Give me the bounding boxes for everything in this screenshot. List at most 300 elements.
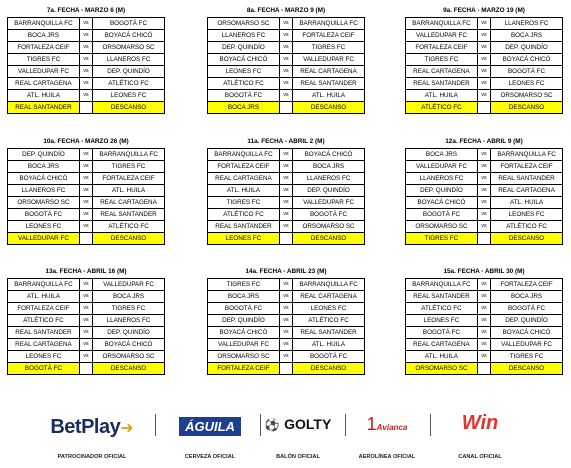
fecha-block	[405, 266, 563, 375]
home-team: REAL CARTAGENA	[8, 339, 80, 351]
fecha-title: 11a. FECHA - ABRIL 2 (M)	[247, 138, 325, 145]
away-team: VALLEDUPAR FC	[93, 279, 165, 291]
away-team: DEP. QUINDÍO	[93, 66, 165, 78]
away-team: FORTALEZA CEIF	[93, 173, 165, 185]
vs-label: vs	[279, 279, 292, 291]
vs-label: vs	[79, 66, 92, 78]
home-team: ATL. HUILA	[406, 90, 478, 102]
vs-label: vs	[279, 173, 292, 185]
fecha-title: 10a. FECHA - MARZO 26 (M)	[43, 138, 129, 145]
match-row	[8, 30, 165, 42]
home-team: BOGOTÁ FC	[8, 363, 80, 375]
away-team: ATLÉTICO FC	[293, 315, 365, 327]
vs-label: vs	[79, 161, 92, 173]
match-row	[406, 351, 563, 363]
home-team: ORSOMARSO SC	[208, 18, 280, 30]
away-team: ORSOMARSO SC	[93, 351, 165, 363]
vs-label: vs	[477, 339, 490, 351]
home-team: BOYACÁ CHICÓ	[208, 54, 280, 66]
match-row	[8, 315, 165, 327]
fixture-table	[207, 17, 365, 114]
away-team: LEONES FC	[491, 209, 563, 221]
home-team: BOCA JRS	[208, 102, 280, 114]
match-row	[208, 197, 365, 209]
vs-label: vs	[279, 197, 292, 209]
match-row	[8, 279, 165, 291]
sponsor-caption: CERVEZA OFICIAL	[184, 454, 236, 460]
away-team: DESCANSO	[93, 102, 165, 114]
home-team: BARRANQUILLA FC	[8, 18, 80, 30]
away-team: DESCANSO	[293, 363, 365, 375]
away-team: DESCANSO	[293, 102, 365, 114]
vs-label: vs	[477, 149, 490, 161]
away-team: LEONES FC	[293, 303, 365, 315]
match-row	[208, 149, 365, 161]
home-team: REAL CARTAGENA	[8, 78, 80, 90]
match-row	[8, 291, 165, 303]
away-team: REAL CARTAGENA	[93, 197, 165, 209]
match-row	[8, 327, 165, 339]
fixture-table	[7, 148, 165, 245]
away-team: ATLÉTICO FC	[93, 78, 165, 90]
vs-label: vs	[279, 327, 292, 339]
away-team: BOCA JRS	[93, 291, 165, 303]
vs-label: vs	[477, 54, 490, 66]
vs-label: vs	[477, 221, 490, 233]
home-team: ATL. HUILA	[8, 90, 80, 102]
fixture-table	[207, 278, 365, 375]
sponsors-bar	[0, 400, 571, 468]
vs-label: vs	[279, 54, 292, 66]
vs-label: vs	[79, 18, 92, 30]
match-row	[8, 18, 165, 30]
match-row	[8, 54, 165, 66]
home-team: DEP. QUINDÍO	[208, 315, 280, 327]
match-row	[406, 279, 563, 291]
away-team: BOYACÁ CHICÓ	[93, 30, 165, 42]
home-team: LEONES FC	[8, 351, 80, 363]
away-team: DEP. QUINDÍO	[491, 42, 563, 54]
vs-label	[279, 102, 292, 114]
away-team: VALLEDUPAR FC	[491, 339, 563, 351]
match-row	[8, 185, 165, 197]
match-row	[208, 66, 365, 78]
match-row	[406, 18, 563, 30]
match-row	[208, 30, 365, 42]
vs-label: vs	[477, 279, 490, 291]
avianca-logo: 1Avianca	[366, 414, 408, 434]
match-row	[406, 327, 563, 339]
match-row	[406, 303, 563, 315]
vs-label: vs	[477, 161, 490, 173]
home-team: ATL. HUILA	[8, 291, 80, 303]
home-team: ATLÉTICO FC	[208, 209, 280, 221]
vs-label: vs	[477, 30, 490, 42]
home-team: BOYACÁ CHICÓ	[406, 197, 478, 209]
home-team: REAL SANTANDER	[406, 78, 478, 90]
vs-label: vs	[279, 351, 292, 363]
fecha-title: 15a. FECHA - ABRIL 30 (M)	[443, 268, 525, 275]
sponsor-caption: PATROCINADOR OFICIAL	[57, 454, 127, 460]
home-team: REAL SANTANDER	[406, 291, 478, 303]
away-team: BOCA JRS	[293, 161, 365, 173]
home-team: BOCA JRS	[8, 161, 80, 173]
match-row	[208, 54, 365, 66]
vs-label: vs	[79, 315, 92, 327]
fecha-block	[7, 136, 165, 245]
vs-label: vs	[279, 42, 292, 54]
home-team: LEONES FC	[208, 66, 280, 78]
fecha-title: 12a. FECHA - ABRIL 9 (M)	[445, 138, 523, 145]
vs-label: vs	[79, 351, 92, 363]
home-team: BOGOTÁ FC	[8, 209, 80, 221]
fixture-table	[7, 278, 165, 375]
betplay-logo: BetPlay➜	[50, 416, 134, 438]
vs-label: vs	[477, 173, 490, 185]
home-team: DEP. QUINDÍO	[8, 149, 80, 161]
away-team: DESCANSO	[491, 233, 563, 245]
match-row	[8, 90, 165, 102]
away-team: VALLEDUPAR FC	[293, 54, 365, 66]
match-row	[8, 173, 165, 185]
match-row	[208, 221, 365, 233]
home-team: FORTALEZA CEIF	[406, 42, 478, 54]
away-team: ATL. HUILA	[293, 90, 365, 102]
fecha-title: 9a. FECHA - MARZO 19 (M)	[443, 7, 525, 14]
vs-label	[279, 233, 292, 245]
vs-label: vs	[477, 78, 490, 90]
vs-label: vs	[79, 90, 92, 102]
match-row	[208, 303, 365, 315]
away-team: DEP. QUINDÍO	[93, 327, 165, 339]
away-team: VALLEDUPAR FC	[293, 197, 365, 209]
fecha-title: 13a. FECHA - ABRIL 16 (M)	[45, 268, 127, 275]
home-team: REAL CARTAGENA	[406, 66, 478, 78]
vs-label	[79, 233, 92, 245]
bye-row	[208, 363, 365, 375]
vs-label: vs	[477, 303, 490, 315]
fixture-table	[405, 17, 563, 114]
away-team: BARRANQUILLA FC	[491, 149, 563, 161]
away-team: FORTALEZA CEIF	[491, 279, 563, 291]
home-team: LEONES FC	[8, 221, 80, 233]
vs-label: vs	[79, 327, 92, 339]
vs-label: vs	[79, 197, 92, 209]
away-team: ATL. HUILA	[93, 185, 165, 197]
vs-label	[79, 363, 92, 375]
home-team: BOGOTÁ FC	[406, 327, 478, 339]
away-team: DEP. QUINDÍO	[293, 185, 365, 197]
match-row	[8, 339, 165, 351]
vs-label: vs	[477, 185, 490, 197]
vs-label: vs	[279, 149, 292, 161]
match-row	[208, 42, 365, 54]
vs-label: vs	[477, 42, 490, 54]
fecha-block	[7, 5, 165, 114]
match-row	[208, 90, 365, 102]
away-team: BOGOTÁ FC	[491, 303, 563, 315]
fecha-block	[207, 5, 365, 114]
away-team: REAL SANTANDER	[293, 78, 365, 90]
vs-label: vs	[79, 30, 92, 42]
match-row	[208, 209, 365, 221]
vs-label: vs	[79, 279, 92, 291]
fecha-block	[207, 136, 365, 245]
home-team: ATL. HUILA	[208, 185, 280, 197]
vs-label: vs	[279, 18, 292, 30]
away-team: ORSOMARSO SC	[491, 90, 563, 102]
away-team: LLANEROS FC	[293, 173, 365, 185]
vs-label: vs	[79, 209, 92, 221]
match-row	[208, 78, 365, 90]
bye-row	[406, 363, 563, 375]
home-team: ATL. HUILA	[406, 351, 478, 363]
golty-logo: ⚽ GOLTY	[264, 416, 332, 432]
away-team: BOYACÁ CHICÓ	[93, 339, 165, 351]
match-row	[208, 291, 365, 303]
vs-label: vs	[79, 149, 92, 161]
home-team: FORTALEZA CEIF	[208, 363, 280, 375]
home-team: ORSOMARSO SC	[406, 221, 478, 233]
vs-label: vs	[477, 90, 490, 102]
home-team: LLANEROS FC	[208, 30, 280, 42]
vs-label: vs	[79, 78, 92, 90]
match-row	[406, 149, 563, 161]
vs-label: vs	[279, 291, 292, 303]
vs-label: vs	[477, 315, 490, 327]
away-team: DESCANSO	[293, 233, 365, 245]
vs-label: vs	[477, 351, 490, 363]
match-row	[208, 351, 365, 363]
vs-label: vs	[279, 221, 292, 233]
vs-label: vs	[79, 173, 92, 185]
vs-label: vs	[279, 90, 292, 102]
away-team: BOGOTÁ FC	[293, 351, 365, 363]
home-team: LEONES FC	[208, 233, 280, 245]
match-row	[406, 78, 563, 90]
bye-row	[406, 102, 563, 114]
home-team: TIGRES FC	[406, 233, 478, 245]
home-team: LLANEROS FC	[8, 185, 80, 197]
bye-row	[8, 363, 165, 375]
vs-label: vs	[279, 66, 292, 78]
match-row	[406, 42, 563, 54]
match-row	[208, 279, 365, 291]
home-team: ATLÉTICO FC	[208, 78, 280, 90]
vs-label: vs	[279, 339, 292, 351]
vs-label	[279, 363, 292, 375]
vs-label: vs	[79, 303, 92, 315]
vs-label: vs	[79, 185, 92, 197]
match-row	[406, 291, 563, 303]
vs-label: vs	[279, 303, 292, 315]
fecha-title: 8a. FECHA - MARZO 9 (M)	[246, 7, 326, 14]
home-team: BARRANQUILLA FC	[406, 18, 478, 30]
home-team: FORTALEZA CEIF	[8, 303, 80, 315]
vs-label: vs	[477, 327, 490, 339]
vs-label: vs	[79, 291, 92, 303]
home-team: VALLEDUPAR FC	[208, 339, 280, 351]
match-row	[8, 42, 165, 54]
home-team: BOGOTÁ FC	[208, 303, 280, 315]
match-row	[406, 54, 563, 66]
sponsor-caption: CANAL OFICIAL	[458, 454, 502, 460]
home-team: TIGRES FC	[208, 279, 280, 291]
away-team: REAL SANTANDER	[293, 327, 365, 339]
vs-label	[477, 102, 490, 114]
match-row	[8, 149, 165, 161]
home-team: ORSOMARSO SC	[406, 363, 478, 375]
match-row	[406, 30, 563, 42]
away-team: ATL. HUILA	[491, 197, 563, 209]
match-row	[406, 185, 563, 197]
vs-label: vs	[279, 161, 292, 173]
away-team: FORTALEZA CEIF	[491, 161, 563, 173]
home-team: BARRANQUILLA FC	[406, 279, 478, 291]
home-team: BARRANQUILLA FC	[208, 149, 280, 161]
separator	[155, 414, 156, 436]
match-row	[406, 221, 563, 233]
vs-label: vs	[279, 78, 292, 90]
home-team: REAL CARTAGENA	[208, 173, 280, 185]
bye-row	[208, 102, 365, 114]
match-row	[8, 303, 165, 315]
home-team: ATLÉTICO FC	[406, 102, 478, 114]
away-team: BARRANQUILLA FC	[293, 18, 365, 30]
match-row	[208, 315, 365, 327]
home-team: REAL SANTANDER	[8, 102, 80, 114]
away-team: ATLÉTICO FC	[491, 221, 563, 233]
match-row	[406, 339, 563, 351]
home-team: BOYACÁ CHICÓ	[8, 173, 80, 185]
away-team: DESCANSO	[491, 102, 563, 114]
home-team: BARRANQUILLA FC	[8, 279, 80, 291]
home-team: FORTALEZA CEIF	[8, 42, 80, 54]
match-row	[208, 18, 365, 30]
vs-label	[477, 363, 490, 375]
match-row	[208, 161, 365, 173]
fecha-block	[207, 266, 365, 375]
fixture-table	[207, 148, 365, 245]
match-row	[406, 66, 563, 78]
away-team: ORSOMARSO SC	[293, 221, 365, 233]
match-row	[8, 351, 165, 363]
away-team: TIGRES FC	[93, 161, 165, 173]
away-team: LLANEROS FC	[491, 18, 563, 30]
fecha-block	[405, 136, 563, 245]
win-logo: Win	[461, 412, 499, 434]
away-team: LEONES FC	[491, 78, 563, 90]
away-team: BARRANQUILLA FC	[93, 149, 165, 161]
home-team: FORTALEZA CEIF	[208, 161, 280, 173]
vs-label: vs	[477, 291, 490, 303]
home-team: ORSOMARSO SC	[208, 351, 280, 363]
away-team: BOYACÁ CHICÓ	[491, 327, 563, 339]
separator	[430, 414, 431, 436]
match-row	[8, 161, 165, 173]
home-team: BOGOTÁ FC	[406, 209, 478, 221]
away-team: TIGRES FC	[491, 351, 563, 363]
match-row	[8, 221, 165, 233]
away-team: BOCA JRS	[491, 30, 563, 42]
match-row	[208, 173, 365, 185]
fecha-title: 14a. FECHA - ABRIL 23 (M)	[245, 268, 327, 275]
sponsor-caption: AEROLÍNEA OFICIAL	[358, 454, 416, 460]
home-team: BOGOTÁ FC	[208, 90, 280, 102]
home-team: BOCA JRS	[8, 30, 80, 42]
away-team: ATLÉTICO FC	[93, 221, 165, 233]
home-team: VALLEDUPAR FC	[406, 30, 478, 42]
home-team: BOCA JRS	[208, 291, 280, 303]
vs-label: vs	[477, 18, 490, 30]
away-team: LLANEROS FC	[93, 315, 165, 327]
aguila-logo: ÁGUILA	[165, 418, 255, 436]
away-team: BARRANQUILLA FC	[293, 279, 365, 291]
away-team: BOGOTÁ FC	[93, 18, 165, 30]
away-team: BOYACÁ CHICÓ	[491, 54, 563, 66]
fixture-table	[405, 278, 563, 375]
away-team: REAL CARTAGENA	[491, 185, 563, 197]
bye-row	[8, 233, 165, 245]
separator	[345, 414, 346, 436]
match-row	[8, 78, 165, 90]
home-team: VALLEDUPAR FC	[8, 233, 80, 245]
bye-row	[8, 102, 165, 114]
match-row	[406, 90, 563, 102]
away-team: DESCANSO	[93, 363, 165, 375]
vs-label	[79, 102, 92, 114]
match-row	[406, 197, 563, 209]
match-row	[208, 327, 365, 339]
match-row	[208, 185, 365, 197]
vs-label: vs	[477, 197, 490, 209]
away-team: ATL. HUILA	[293, 339, 365, 351]
home-team: ATLÉTICO FC	[406, 303, 478, 315]
away-team: DEP. QUINDÍO	[491, 315, 563, 327]
home-team: REAL SANTANDER	[8, 327, 80, 339]
bye-row	[208, 233, 365, 245]
home-team: BOCA JRS	[406, 149, 478, 161]
vs-label: vs	[279, 30, 292, 42]
vs-label	[477, 233, 490, 245]
home-team: REAL CARTAGENA	[406, 339, 478, 351]
vs-label: vs	[79, 42, 92, 54]
match-row	[406, 173, 563, 185]
vs-label: vs	[279, 315, 292, 327]
match-row	[406, 161, 563, 173]
away-team: REAL SANTANDER	[93, 209, 165, 221]
away-team: ORSOMARSO SC	[93, 42, 165, 54]
away-team: LEONES FC	[93, 90, 165, 102]
home-team: TIGRES FC	[406, 54, 478, 66]
fecha-block	[405, 5, 563, 114]
vs-label: vs	[79, 221, 92, 233]
match-row	[406, 209, 563, 221]
away-team: TIGRES FC	[293, 42, 365, 54]
away-team: BOGOTÁ FC	[491, 66, 563, 78]
match-row	[8, 209, 165, 221]
vs-label: vs	[477, 209, 490, 221]
away-team: REAL CARTAGENA	[293, 66, 365, 78]
home-team: BOYACÁ CHICÓ	[208, 327, 280, 339]
match-row	[406, 315, 563, 327]
fecha-title: 7a. FECHA - MARZO 6 (M)	[46, 7, 126, 14]
fixture-table	[405, 148, 563, 245]
home-team: DEP. QUINDÍO	[208, 42, 280, 54]
home-team: TIGRES FC	[208, 197, 280, 209]
fecha-block	[7, 266, 165, 375]
home-team: VALLEDUPAR FC	[8, 66, 80, 78]
